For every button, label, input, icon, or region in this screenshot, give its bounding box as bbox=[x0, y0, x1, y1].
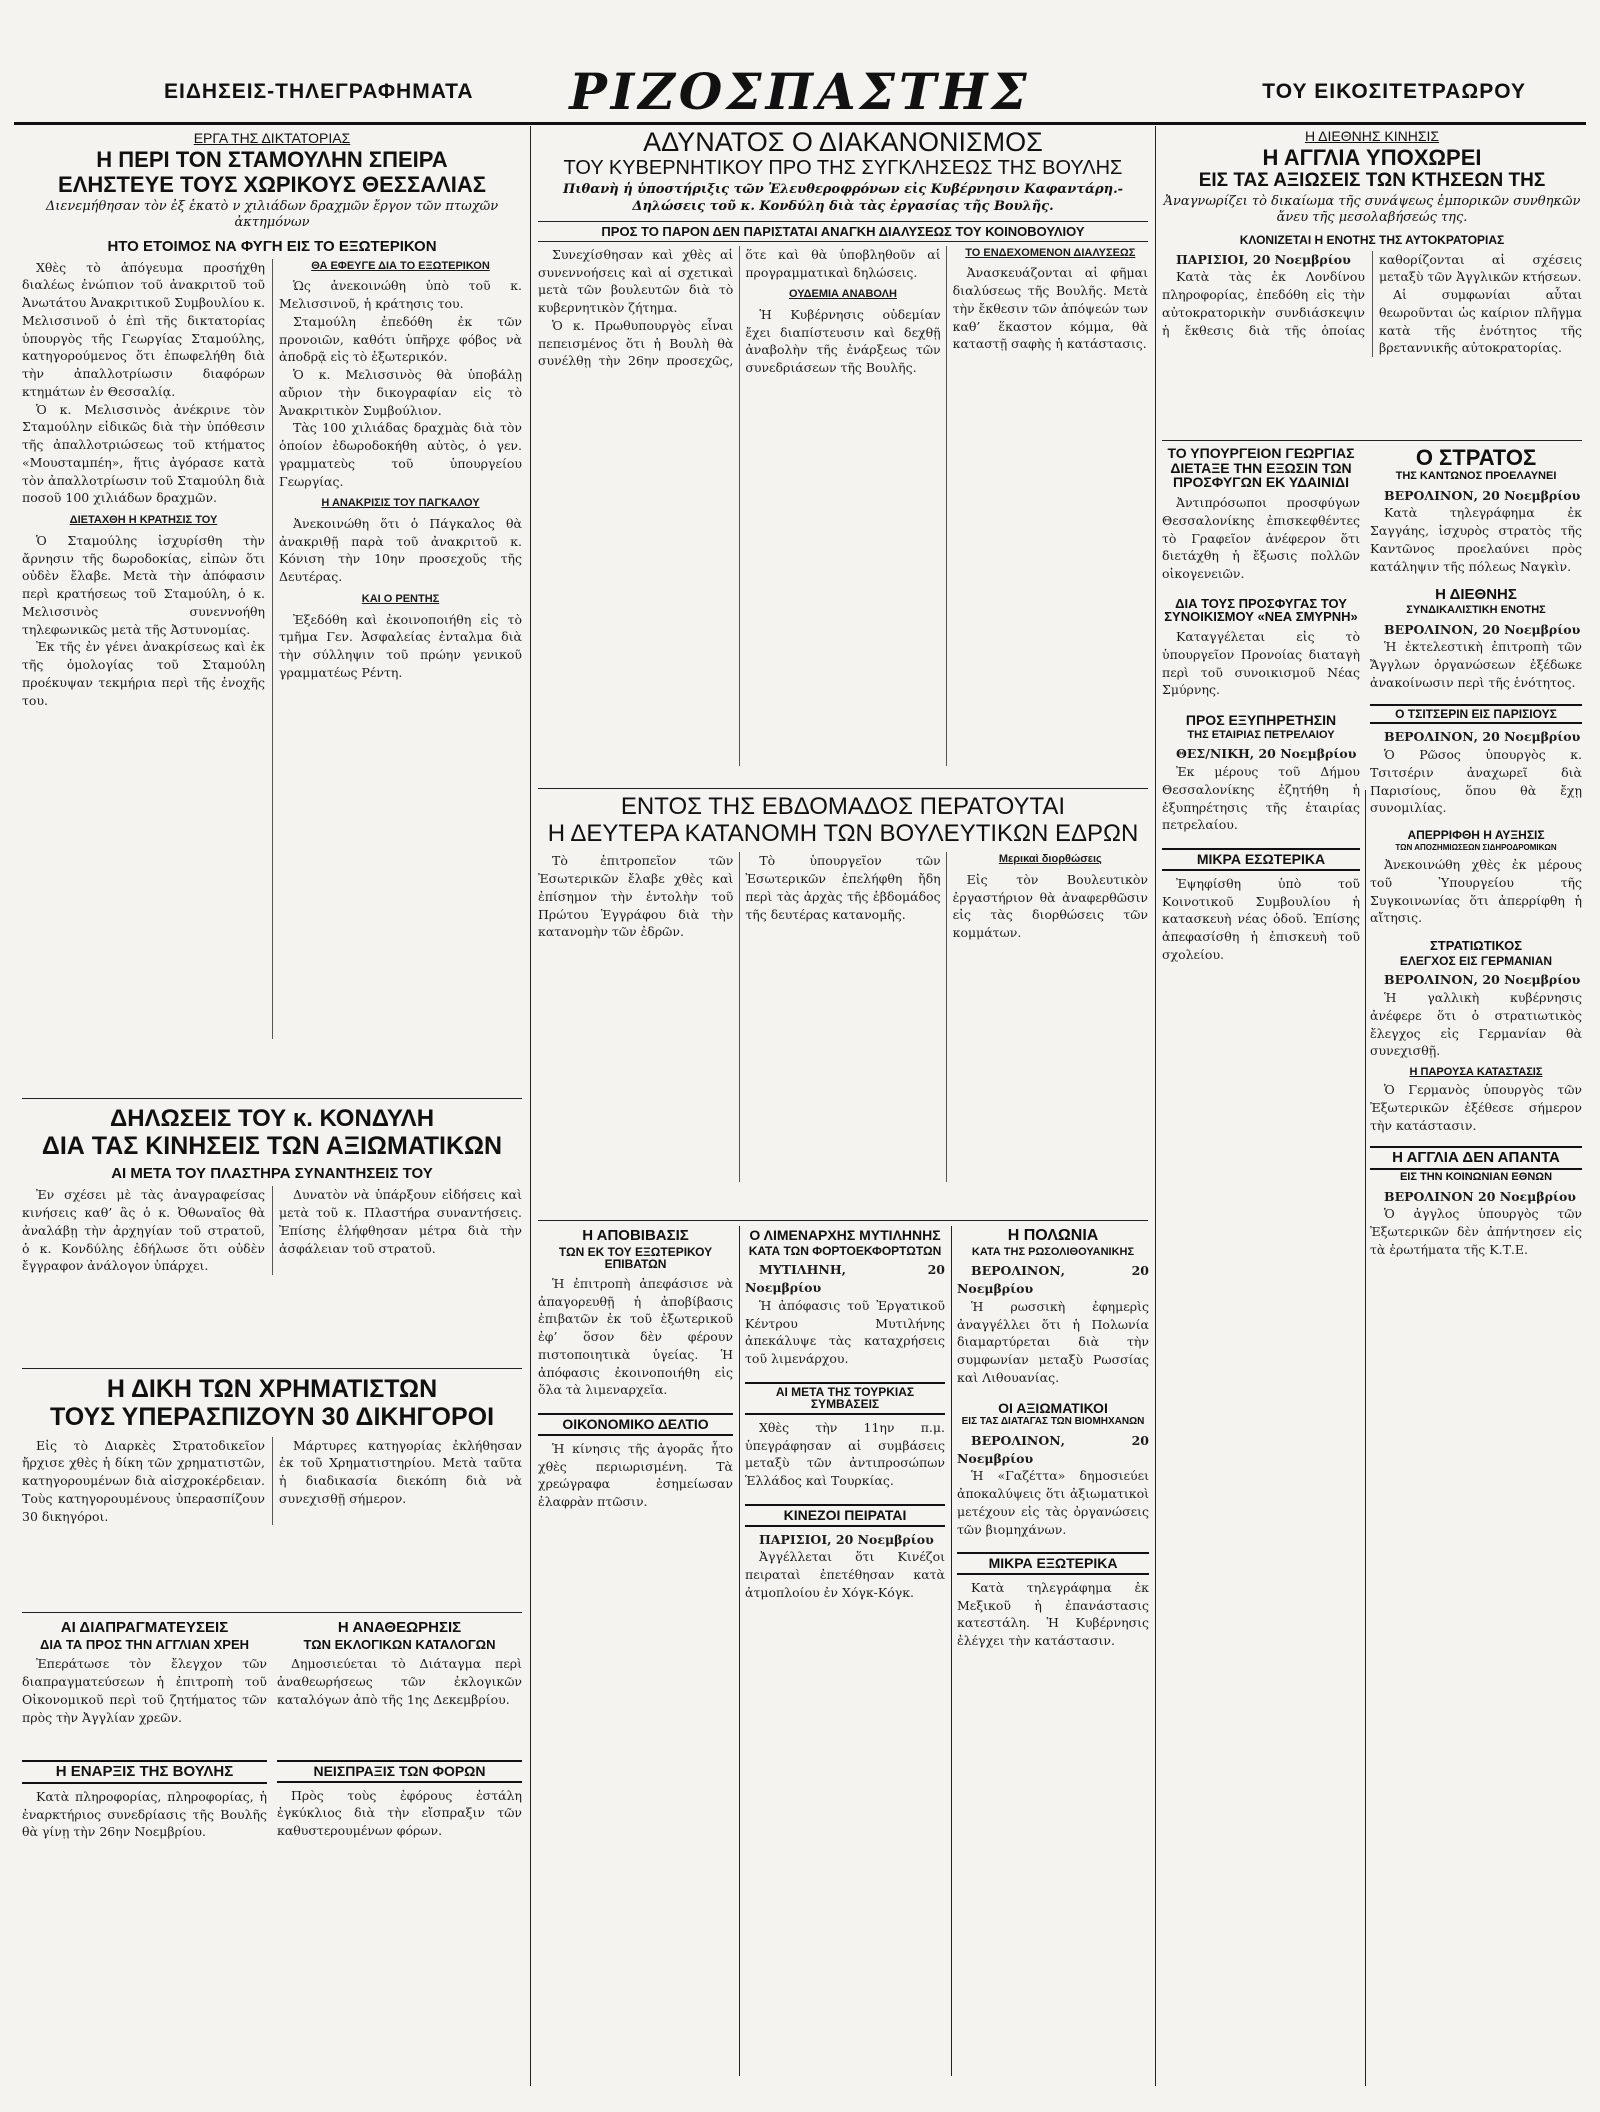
headline: Η ΠΟΛΩΝΙΑ bbox=[1007, 1227, 1099, 1244]
headline: ΝΕΙΣΠΡΑΞΙΣ ΤΩΝ ΦΟΡΩΝ bbox=[277, 1760, 522, 1783]
paragraph: Αἱ συμφωνίαι αὗται θεωροῦνται ὡς καίριον πλῆγμα κατὰ τῆς ἑνότητος τῆς βρεταννικῆς αὐτοκρατορίας. bbox=[1379, 287, 1582, 356]
paragraph: Ἐν σχέσει μὲ τὰς ἀναγραφείσας κινήσεις καθ’ ἃς ὁ κ. Ὀθωναῖος θὰ ἀναλάβῃ τὴν ἀρχηγίαν τοῦ στρατοῦ, ὁ κ. Κονδύλης ἐδήλωσε ὅτι οὐδὲν ἔγγραφον ἀνάλογον ὑπάρχει. bbox=[22, 1187, 265, 1274]
section-heading: ΚΛΟΝΙΖΕΤΑΙ Η ΕΝΟΤΗΣ ΤΗΣ ΑΥΤΟΚΡΑΤΟΡΙΑΣ bbox=[1239, 232, 1505, 247]
paragraph: Ἀνασκευάζονται αἱ φῆμαι διαλύσεως τῆς Βουλῆς. Μετὰ τὴν ἔκθεσιν τῶν ἀπόψεών των καθ’ ἕκαστον κόμμα, θὰ καταστῇ σαφὴς ἡ κατάστασις. bbox=[952, 265, 1148, 352]
headline: ΑΙ ΜΕΤΑ ΤΗΣ ΤΟΥΡΚΙΑΣ ΣΥΜΒΑΣΕΙΣ bbox=[745, 1382, 945, 1415]
paragraph: Χθὲς τὴν 11ην π.μ. ὑπεγράφησαν αἱ συμβάσεις μεταξὺ τῶν ἀντιπροσώπων Ἑλλάδος καὶ Τουρκίας. bbox=[745, 1419, 945, 1489]
headline-2: ΕΛΗΣΤΕΥΕ ΤΟΥΣ ΧΩΡΙΚΟΥΣ ΘΕΣΣΑΛΙΑΣ bbox=[58, 172, 486, 198]
headline-2: ΤΗΣ ΚΑΝΤΩΝΟΣ ΠΡΟΕΛΑΥΝΕΙ bbox=[1395, 470, 1557, 483]
headline-2: ΤΩΝ ΕΚ ΤΟΥ ΕΞΩΤΕΡΙΚΟΥ ΕΠΙΒΑΤΩΝ bbox=[558, 1244, 713, 1272]
paragraph: Ἀνεκοινώθη χθὲς ἐκ μέρους τοῦ Ὑπουργείου τῆς Συγκοινωνίας ὅτι ἀπερρίφθη ἡ αἴτησις. bbox=[1370, 857, 1582, 926]
dateline: ΒΕΡΟΛΙΝΟΝ, 20 Νοεμβρίου bbox=[957, 1432, 1149, 1466]
subsection-heading: ΟΥΔΕΜΙΑ ΑΝΑΒΟΛΗ bbox=[789, 288, 897, 301]
paragraph: Κατὰ τηλεγράφημα ἐκ Σαγγάης, ἰσχυρὸς στρατὸς τῆς Καντῶνος προελαύνει πρὸς κατάληψιν τῆς πόλεως Ναγκὶν. bbox=[1370, 505, 1582, 574]
main-headline: ΑΔΥΝΑΤΟΣ Ο ΔΙΑΚΑΝΟΝΙΣΜΟΣ bbox=[643, 127, 1043, 157]
paragraph: Ἡ «Γαζέττα» δημοσιεύει ἀποκαλύψεις ὅτι ἀξιωματικοὶ μετέχουν εἰς τὰς ὀργανώσεις τῶν βιομηχάνων. bbox=[957, 1468, 1149, 1537]
paragraph: Ἐκ τῆς ἐν γένει ἀνακρίσεως καὶ ἐκ τῆς ὁμολογίας τοῦ Σταμούλη προέκυψαν τεκμήρια περὶ τῆς ἐνοχῆς του. bbox=[22, 639, 265, 708]
paragraph: Κατὰ πληροφορίας, πληροφορίας, ἡ ἐναρκτήριος συνεδρίασις τῆς Βουλῆς θὰ γίνῃ τὴν 26ην Νοεμβρίου. bbox=[22, 1788, 267, 1840]
paragraph: Ἡ ἐπιτροπὴ ἀπεφάσισε νὰ ἀπαγορευθῇ ἡ ἀποβίβασις ἐπιβατῶν ἐκ τοῦ ἐξωτερικοῦ ἐφ’ ὅσον δὲν φέρουν πιστοποιητικὰ ὑγείας. Ἡ ἀπόφασις ἐκοινοποιήθη εἰς ὅλα τὰ λιμεναρχεῖα. bbox=[538, 1275, 733, 1398]
paragraph: Ἡ ἀπόφασις τοῦ Ἐργατικοῦ Κέντρου Μυτιλήνης ἀπεκάλυψε τὰς καταχρήσεις τοῦ λιμενάρχου. bbox=[745, 1297, 945, 1367]
paragraph: Τὰς 100 χιλιάδας δραχμὰς διὰ τὸν ὁποίον ἐδωροδοκήθη αὐτὸς, ὁ γεν. γραμματεὺς τοῦ ὑπουργείου Γεωργίας. bbox=[279, 420, 522, 489]
headline-2: ΚΑΤΑ ΤΩΝ ΦΟΡΤΟΕΚΦΟΡΤΩΤΩΝ bbox=[748, 1243, 942, 1258]
headline: Η ΔΙΚΗ ΤΩΝ ΧΡΗΜΑΤΙΣΤΩΝ bbox=[106, 1375, 438, 1403]
divider bbox=[1162, 440, 1582, 441]
paragraph: Ὁ Ρῶσος ὑπουργὸς κ. Τσιτσέριν ἀναχωρεῖ διὰ Παρισίους, ὅπου θὰ ἔχῃ συνομιλίας. bbox=[1370, 747, 1582, 816]
article-disembarkation bbox=[538, 1226, 733, 2076]
headline: Ο ΛΙΜΕΝΑΡΧΗΣ ΜΥΤΙΛΗΝΗΣ bbox=[749, 1227, 941, 1243]
article-poland bbox=[957, 1226, 1149, 2076]
headline: ΜΙΚΡΑ ΕΣΩΤΕΡΙΚΑ bbox=[1162, 848, 1360, 871]
divider bbox=[538, 1220, 1148, 1221]
main-headline-2: ΤΟΥ ΚΥΒΕΡΝΗΤΙΚΟΥ ΠΡΟ ΤΗΣ ΣΥΓΚΛΗΣΕΩΣ ΤΗΣ ΒΟΥΛΗΣ bbox=[563, 157, 1123, 180]
paragraph: Ὁ κ. Πρωθυπουργὸς εἶναι πεπεισμένος ὅτι ἡ Βουλὴ θὰ συνέλθῃ τὴν 26ην προσεχῶς, ὅτε καὶ θὰ ὑποβληθοῦν αἱ προγραμματικαὶ δηλώσεις. bbox=[538, 246, 941, 369]
paragraph: Ὡς ἀνεκοινώθη ὑπὸ τοῦ κ. Μελισσινοῦ, ἡ κράτησις του. bbox=[279, 278, 522, 312]
subheadline: Ἀναγνωρίζει τὸ δικαίωμα τῆς συνάψεως ἐμπορικῶν συνθηκῶν ἄνευ τῆς μεσολαβήσεώς της. bbox=[1163, 194, 1581, 226]
headline: Η ΕΝΑΡΞΙΣ ΤΗΣ ΒΟΥΛΗΣ bbox=[22, 1760, 267, 1784]
paragraph: Ὁ ἀγγλος ὑπουργὸς τῶν Ἐξωτερικῶν δὲν ἀπήντησεν εἰς τὰ ἐρωτήματα τῆς Κ.Τ.Ε. bbox=[1370, 1206, 1582, 1257]
headline-2: ΤΟΥΣ ΥΠΕΡΑΣΠΙΖΟΥΝ 30 ΔΙΚΗΓΟΡΟΙ bbox=[49, 1403, 495, 1432]
article-main bbox=[538, 126, 1148, 784]
masthead-left: ΕΙΔΗΣΕΙΣ-ΤΗΛΕΓΡΑΦΗΜΑΤΑ bbox=[164, 80, 474, 103]
headline: Ο ΤΣΙΤΣΕΡΙΝ ΕΙΣ ΠΑΡΙΣΙΟΥΣ bbox=[1370, 704, 1582, 725]
headline-2: ΤΩΝ ΑΠΟΖΗΜΙΩΣΕΩΝ ΣΙΔΗΡΟΔΡΟΜΙΚΩΝ bbox=[1395, 842, 1557, 852]
subsection-heading: Μερικαὶ διορθώσεις bbox=[998, 853, 1102, 866]
headline: ΟΙ ΑΞΙΩΜΑΤΙΚΟΙ bbox=[998, 1399, 1108, 1416]
paragraph: Ἐξεδόθη καὶ ἐκοινοποιήθη εἰς τὸ τμῆμα Γεν. Ἀσφαλείας ἐνταλμα διὰ τὴν σύλληψιν τοῦ πρώην γενικοῦ γραμματέως Ρέντη. bbox=[279, 611, 522, 680]
dateline: ΠΑΡΙΣΙΟΙ, 20 Νοεμβρίου bbox=[1176, 251, 1351, 267]
far-right-column bbox=[1370, 444, 1582, 2080]
paragraph: Χθὲς τὸ ἀπόγευμα προσήχθη διαλέως ἐνώπιον τοῦ ἀνακριτοῦ τοῦ Ἀνωτάτου Ἀνακριτικοῦ Συμβουλίου κ. Μελισσινοῦ ὁ ἐπὶ τῆς δικτατορίας ὑπουργὸς τῆς Γεωργίας Σταμούλης, κατηγορούμενος ὅτι ἐπωφελήθη διὰ τὴν ἀπαλλοτρίωσιν διαφόρων κτημάτων ἐν Θεσσαλίᾳ. bbox=[22, 259, 265, 399]
subheadline: Διενεμήθησαν τὸν ἐξ ἑκατὸ ν χιλιάδων δραχμῶν ἔργον τῶν πτωχῶν ἀκτημόνων bbox=[45, 199, 499, 231]
divider bbox=[22, 1368, 522, 1369]
headline: ΑΠΕΡΡΙΦΘΗ Η ΑΥΞΗΣΙΣ bbox=[1407, 828, 1545, 843]
article-mytilene bbox=[745, 1226, 945, 2076]
paragraph: Ὁ κ. Μελισσινὸς θὰ ὑποβάλῃ αὔριον τὴν δικογραφίαν εἰς τὸ Ἀνακριτικὸν Συμβούλιον. bbox=[279, 367, 522, 418]
paragraph: Ἡ γαλλικὴ κυβέρνησις ἀνέφερε ὅτι ὁ στρατιωτικὸς ἔλεγχος εἰς Γερμανίαν θὰ συνεχισθῇ. bbox=[1370, 990, 1582, 1059]
headline: ΠΡΟΣ ΕΞΥΠΗΡΕΤΗΣΙΝ bbox=[1185, 712, 1337, 729]
headline: ΔΗΛΩΣΕΙΣ ΤΟΥ κ. ΚΟΝΔΥΛΗ bbox=[109, 1105, 435, 1132]
headline: Η ΔΙΕΘΝΗΣ bbox=[1435, 586, 1517, 604]
column-divider bbox=[739, 1226, 740, 2076]
dateline: ΠΑΡΙΣΙΟΙ, 20 Νοεμβρίου bbox=[759, 1531, 934, 1547]
paragraph: Ἐπεράτωσε τὸν ἔλεγχον τῶν διαπραγματεύσεων ἡ ἐπιτροπὴ τοῦ Οἰκονομικοῦ περὶ τοῦ ζητήματος τῶν πρὸς τὴν Ἀγγλίαν χρεῶν. bbox=[22, 1656, 267, 1725]
headline-2: ΕΙΣ ΤΗΝ ΚΟΙΝΩΝΙΑΝ ΕΘΝΩΝ bbox=[1399, 1171, 1553, 1183]
headline: ΟΙΚΟΝΟΜΙΚΟ ΔΕΛΤΙΟ bbox=[538, 1413, 733, 1436]
paragraph: Ἡ ρωσσικὴ ἐφημερὶς ἀναγγέλλει ὅτι ἡ Πολωνία διαμαρτύρεται διὰ τὴν συμφωνίαν μεταξὺ Ρωσσίας καὶ Λιθουανίας. bbox=[957, 1298, 1149, 1385]
article-england bbox=[1162, 126, 1582, 438]
column-divider bbox=[951, 1226, 952, 2076]
divider bbox=[538, 788, 1148, 789]
kicker: Η ΔΙΕΘΝΗΣ ΚΙΝΗΣΙΣ bbox=[1304, 128, 1440, 144]
paragraph: Ἀντιπρόσωποι προσφύγων Θεσσαλονίκης ἐπισκεφθέντες τὸ Γραφεῖον ἀνέφερον ὅτι διετάχθη ἡ ἔξωσις πολλῶν οἰκογενειῶν. bbox=[1162, 495, 1360, 582]
paragraph: Σταμούλη ἐπεδόθη ἐκ τῶν προνοιῶν, καθότι ὑπῆρχε φόβος νὰ ἀποδρᾷ εἰς τὸ ἐξωτερικόν. bbox=[279, 313, 522, 365]
column-divider bbox=[1365, 790, 1366, 2086]
right-inner-column bbox=[1162, 444, 1360, 2080]
paragraph: Πρὸς τοὺς ἐφόρους ἐστάλη ἐγκύκλιος διὰ τὴν εἴσπραξιν τῶν καθυστερουμένων φόρων. bbox=[277, 1787, 522, 1839]
section-heading: ΑΙ ΜΕΤΑ ΤΟΥ ΠΛΑΣΤΗΡΑ ΣΥΝΑΝΤΗΣΕΙΣ ΤΟΥ bbox=[111, 1165, 433, 1183]
paragraph: Τὸ ἐπιτροπεῖον τῶν Ἐσωτερικῶν ἔλαβε χθὲς καὶ ἐπίσημον τὴν ἐντολὴν τοῦ Πρώτου Ἐγγράφου διὰ τὴν κατανομὴν τῶν ἐδρῶν. bbox=[538, 853, 734, 940]
headline-2: Η ΔΕΥΤΕΡΑ ΚΑΤΑΝΟΜΗ ΤΩΝ ΒΟΥΛΕΥΤΙΚΩΝ ΕΔΡΩΝ bbox=[547, 820, 1139, 848]
headline-2: ΔΙΑ ΤΑ ΠΡΟΣ ΤΗΝ ΑΓΓΛΙΑΝ ΧΡΕΗ bbox=[39, 1636, 250, 1652]
subsection-heading: ΘΑ ΕΦΕΥΓΕ ΔΙΑ ΤΟ ΕΞΩΤΕΡΙΚΟΝ bbox=[311, 259, 490, 272]
subsection-heading: ΔΙΕΤΑΧΘΗ Η ΚΡΑΤΗΣΙΣ ΤΟΥ bbox=[69, 514, 218, 527]
paragraph: Συνεχίσθησαν καὶ χθὲς αἱ συνεννοήσεις καὶ αἱ σχετικαὶ μετὰ τῶν βουλευτῶν διὰ τὸ κυβερνητικὸν ζήτημα. bbox=[538, 246, 734, 316]
paragraph: Δυνατὸν νὰ ὑπάρξουν εἰδήσεις καὶ μετὰ τοῦ κ. Πλαστήρα συναντήσεις. Ἐπίσης ἐλήφθησαν μέτρα διὰ τὴν ἀσφάλειαν τοῦ στρατοῦ. bbox=[279, 1187, 522, 1256]
dateline: ΒΕΡΟΛΙΝΟΝ, 20 Νοεμβρίου bbox=[1384, 972, 1581, 988]
headline-2: ΣΥΝΔΙΚΑΛΙΣΤΙΚΗ ΕΝΟΤΗΣ bbox=[1406, 604, 1546, 617]
divider bbox=[22, 1098, 522, 1099]
paragraph: Εἰς τὸν Βουλευτικὸν ἐργαστήριον θὰ ἀναφερθῶσιν εἰς τὰς διορθώσεις τῶν κομμάτων. bbox=[952, 871, 1148, 941]
subsection-heading: Η ΑΝΑΚΡΙΣΙΣ ΤΟΥ ΠΑΓΚΑΛΟΥ bbox=[321, 497, 480, 510]
subsection-heading: ΤΟ ΕΝΔΕΧΟΜΕΝΟΝ ΔΙΑΛΥΣΕΩΣ bbox=[965, 246, 1136, 259]
dateline: ΒΕΡΟΛΙΝΟΝ, 20 Νοεμβρίου bbox=[1384, 487, 1581, 503]
headline: Η ΑΝΑΘΕΩΡΗΣΙΣ bbox=[337, 1619, 462, 1636]
masthead-right: ΤΟΥ ΕΙΚΟΣΙΤΕΤΡΑΩΡΟΥ bbox=[1262, 80, 1526, 103]
section-heading: ΗΤΟ ΕΤΟΙΜΟΣ ΝΑ ΦΥΓΗ ΕΙΣ ΤΟ ΕΞΩΤΕΡΙΚΟΝ bbox=[107, 237, 437, 255]
paragraph: Ὁ Σταμούλης ἰσχυρίσθη τὴν ἄρνησιν τῆς δωροδοκίας, εἰπὼν ὅτι οὐδὲν ἔλαβε. Μετὰ τὴν ἀπόφασιν περὶ κρατήσεως τοῦ Σταμούλη, ὁ κ. Μελισσινὸς συνεννοήθη τηλεφωνικῶς μετὰ τῆς Ἀστυνομίας. bbox=[22, 532, 265, 637]
paragraph: Ὁ κ. Μελισσινὸς ἀνέκρινε τὸν Σταμούλην εἰδικῶς διὰ τὴν ὑπόθεσιν τῆς ἀπαλλοτριώσεως τοῦ κτήματος «Μουσταμπέη», ἥτις ἀγόρασε κατὰ τὸν ἀπαλλοτρίωσιν τοῦ Σταμούλη διὰ ποσοῦ 100 χιλιάδων δραχμῶν. bbox=[22, 401, 265, 506]
kicker: ΕΡΓΑ ΤΗΣ ΔΙΚΤΑΤΟΡΙΑΣ bbox=[193, 130, 351, 146]
subsection-heading: Η ΠΑΡΟΥΣΑ ΚΑΤΑΣΤΑΣΙΣ bbox=[1409, 1066, 1543, 1078]
headline: ΜΙΚΡΑ ΕΞΩΤΕΡΙΚΑ bbox=[957, 1552, 1149, 1575]
headline: Η ΠΕΡΙ ΤΟΝ ΣΤΑΜΟΥΛΗΝ ΣΠΕΙΡΑ bbox=[96, 147, 448, 172]
paragraph: Καταγγέλεται εἰς τὸ ὑπουργεῖον Προνοίας διαταγὴ περὶ τοῦ συνοικισμοῦ Νέας Σμύρνης. bbox=[1162, 629, 1360, 698]
article-negotiations bbox=[22, 1618, 267, 1753]
section-heading: ΠΡΟΣ ΤΟ ΠΑΡΟΝ ΔΕΝ ΠΑΡΙΣΤΑΤΑΙ ΑΝΑΓΚΗ ΔΙΑΛΥΣΕΩΣ ΤΟΥ ΚΟΙΝΟΒΟΥΛΙΟΥ bbox=[538, 221, 1148, 242]
paragraph: Δημοσιεύεται τὸ Διάταγμα περὶ ἀναθεωρήσεως τῶν ἐκλογικῶν καταλόγων ἀπὸ τῆς 1ης Δεκεμβρίου. bbox=[277, 1656, 522, 1707]
masthead bbox=[14, 62, 1586, 122]
dateline: ΒΕΡΟΛΙΝΟΝ, 20 Νοεμβρίου bbox=[957, 1263, 1149, 1297]
headline: ΣΤΡΑΤΙΩΤΙΚΟΣ bbox=[1430, 938, 1522, 954]
article-kondylis bbox=[22, 1104, 522, 1364]
article-electoral-lists bbox=[277, 1618, 522, 1753]
paragraph: Κατὰ τὰς ἐκ Λονδίνου πληροφορίας, ἐπεδόθη εἰς τὴν αὐτοκρατορικὴν συνδιάσκεψιν ἡ ἔκθεσις διὰ τῆς ὁποίας καθορίζονται αἱ σχέσεις μεταξὺ τῶν Ἀγγλικῶν κτήσεων. bbox=[1162, 251, 1582, 338]
divider bbox=[22, 1612, 522, 1613]
headline: ΑΙ ΔΙΑΠΡΑΓΜΑΤΕΥΣΕΙΣ bbox=[60, 1619, 229, 1636]
headline: Η ΑΓΓΛΙΑ ΔΕΝ ΑΠΑΝΤΑ bbox=[1370, 1146, 1582, 1170]
paragraph: Ἐκ μέρους τοῦ Δήμου Θεσσαλονίκης ἐζητήθη ἡ ἐξυπηρέτησις τῆς ἑταιρίας πετρελαίου. bbox=[1162, 764, 1360, 833]
column-divider bbox=[530, 126, 531, 2086]
paragraph: Ὁ Γερμανὸς ὑπουργὸς τῶν Ἐξωτερικῶν ἐξέθεσε σήμερον τὴν κατάστασιν. bbox=[1370, 1082, 1582, 1133]
article-seats bbox=[538, 792, 1148, 1217]
headline-2: ΕΙΣ ΤΑΣ ΑΞΙΩΣΕΙΣ ΤΩΝ ΚΤΗΣΕΩΝ ΤΗΣ bbox=[1198, 170, 1546, 192]
article-parliament-opening bbox=[22, 1758, 267, 2078]
dateline: ΒΕΡΟΛΙΝΟΝ, 20 Νοεμβρίου bbox=[1384, 729, 1581, 745]
paragraph: Ἐψηφίσθη ὑπὸ τοῦ Κοινοτικοῦ Συμβουλίου ἡ κατασκευὴ νέας ὁδοῦ. Ἐπίσης ἀπεφασίσθη ἡ ἐπισκευὴ τοῦ σχολείου. bbox=[1162, 875, 1360, 962]
dateline: ΘΕΣ/ΝΙΚΗ, 20 Νοεμβρίου bbox=[1176, 746, 1357, 762]
headline: Η ΑΓΓΛΙΑ ΥΠΟΧΩΡΕΙ bbox=[1262, 145, 1482, 170]
article-taxes bbox=[277, 1758, 522, 2078]
headline: ΤΟ ΥΠΟΥΡΓΕΙΟΝ ΓΕΩΡΓΙΑΣ ΔΙΕΤΑΞΕ ΤΗΝ ΕΞΩΣΙΝ ΤΩΝ ΠΡΟΣΦΥΓΩΝ ΕΚ ΥΔΑΙΝΙΔΙ bbox=[1167, 445, 1355, 491]
dateline: ΒΕΡΟΛΙΝΟΝ 20 Νοεμβρίου bbox=[1384, 1188, 1576, 1204]
masthead-rule bbox=[14, 122, 1586, 125]
column-divider bbox=[1155, 126, 1156, 2086]
subheadline: Πιθανὴ ἡ ὑποστήριξις τῶν Ἐλευθεροφρόνων εἰς Κυβέρνησιν Καφαντάρη.-Δηλώσεις τοῦ κ. Κονδύλη διὰ τὰς ἐργασίας τῆς Βουλῆς. bbox=[562, 182, 1123, 214]
article-brokers-trial bbox=[22, 1374, 522, 1609]
dateline: ΒΕΡΟΛΙΝΟΝ, 20 Νοεμβρίου bbox=[1384, 621, 1581, 637]
headline-2: ΚΑΤΑ ΤΗΣ ΡΩΣΟΛΙΘΟΥΑΝΙΚΗΣ bbox=[971, 1245, 1135, 1258]
article-stamoulis bbox=[22, 128, 522, 1096]
headline-2: ΔΙΑ ΤΑΣ ΚΙΝΗΣΕΙΣ ΤΩΝ ΑΞΙΩΜΑΤΙΚΩΝ bbox=[41, 1132, 503, 1161]
headline-2: ΕΙΣ ΤΑΣ ΔΙΑΤΑΓΑΣ ΤΩΝ ΒΙΟΜΗΧΑΝΩΝ bbox=[961, 1416, 1145, 1428]
newspaper-title: ΡΙΖΟΣΠΑΣΤΗΣ bbox=[569, 62, 1031, 121]
headline: Η ΑΠΟΒΙΒΑΣΙΣ bbox=[582, 1227, 689, 1244]
paragraph: Ἡ ἐκτελεστικὴ ἐπιτροπὴ τῶν Ἄγγλων ὀργανώσεων ἐξέδωκε ἀνακοίνωσιν περὶ τῆς ἑνότητος. bbox=[1370, 639, 1582, 690]
paragraph: Ἡ Κυβέρνησις οὐδεμίαν ἔχει διαπίστευσιν καὶ δεχθῇ ἀναβολὴν τῆς ἐνάρξεως τῶν συνεδριάσεων τῆς Βουλῆς. bbox=[745, 306, 941, 376]
headline: Ο ΣΤΡΑΤΟΣ bbox=[1415, 445, 1537, 470]
headline-2: ΕΛΕΓΧΟΣ ΕΙΣ ΓΕΡΜΑΝΙΑΝ bbox=[1399, 953, 1553, 968]
paragraph: Ἀγγέλλεται ὅτι Κινέζοι πειραταὶ ἐπετέθησαν κατὰ ἀτμοπλοίου ἐν Χόγκ-Κόγκ. bbox=[745, 1549, 945, 1600]
headline: ΕΝΤΟΣ ΤΗΣ ΕΒΔΟΜΑΔΟΣ ΠΕΡΑΤΟΥΤΑΙ bbox=[620, 793, 1066, 820]
paragraph: Ἀνεκοινώθη ὅτι ὁ Πάγκαλος θὰ ἀνακριθῇ παρὰ τοῦ ἀνακριτοῦ κ. Κόνιση τὴν 10ην προσεχοῦς τῆς Δευτέρας. bbox=[279, 515, 522, 585]
headline: ΚΙΝΕΖΟΙ ΠΕΙΡΑΤΑΙ bbox=[745, 1504, 945, 1527]
headline-2: ΤΩΝ ΕΚΛΟΓΙΚΩΝ ΚΑΤΑΛΟΓΩΝ bbox=[303, 1636, 496, 1652]
paragraph: Κατὰ τηλεγράφημα ἐκ Μεξικοῦ ἡ ἐπανάστασις κατεστάλη. Ἡ Κυβέρνησις ἐλέγχει τὴν κατάστασιν. bbox=[957, 1579, 1149, 1649]
paragraph: Τὸ ὑπουργεῖον τῶν Ἐσωτερικῶν ἐπελήφθη ἤδη περὶ τὰς ἀρχὰς τῆς ἑβδομάδος τῆς δευτέρας κατανομῆς. bbox=[745, 853, 941, 922]
headline: ΔΙΑ ΤΟΥΣ ΠΡΟΣΦΥΓΑΣ ΤΟΥ ΣΥΝΟΙΚΙΣΜΟΥ «ΝΕΑ ΣΜΥΡΝΗ» bbox=[1164, 595, 1358, 625]
subsection-heading: ΚΑΙ Ο ΡΕΝΤΗΣ bbox=[361, 592, 440, 605]
paragraph: Μάρτυρες κατηγορίας ἐκλήθησαν ἐκ τοῦ Χρηματιστηρίου. Μετὰ ταῦτα ἡ διαδικασία διεκόπη διὰ νὰ συνεχισθῇ σήμερον. bbox=[279, 1437, 522, 1506]
dateline: ΜΥΤΙΛΗΝΗ, 20 Νοεμβρίου bbox=[745, 1262, 945, 1296]
paragraph: Εἰς τὸ Διαρκὲς Στρατοδικεῖον ἤρχισε χθὲς ἡ δίκη τῶν χρηματιστῶν, κατηγορουμένων διὰ αἰσχροκέρδειαν. Τοὺς κατηγορουμένους ὑπερασπίζουν 30 δικηγόροι. bbox=[22, 1437, 265, 1524]
headline-2: ΤΗΣ ΕΤΑΙΡΙΑΣ ΠΕΤΡΕΛΑΙΟΥ bbox=[1187, 728, 1335, 741]
paragraph: Ἡ κίνησις τῆς ἀγορᾶς ἦτο χθὲς περιωρισμένη. Τὰ χρεώγραφα ἐσημείωσαν ἐλαφρὰν πτῶσιν. bbox=[538, 1440, 733, 1510]
